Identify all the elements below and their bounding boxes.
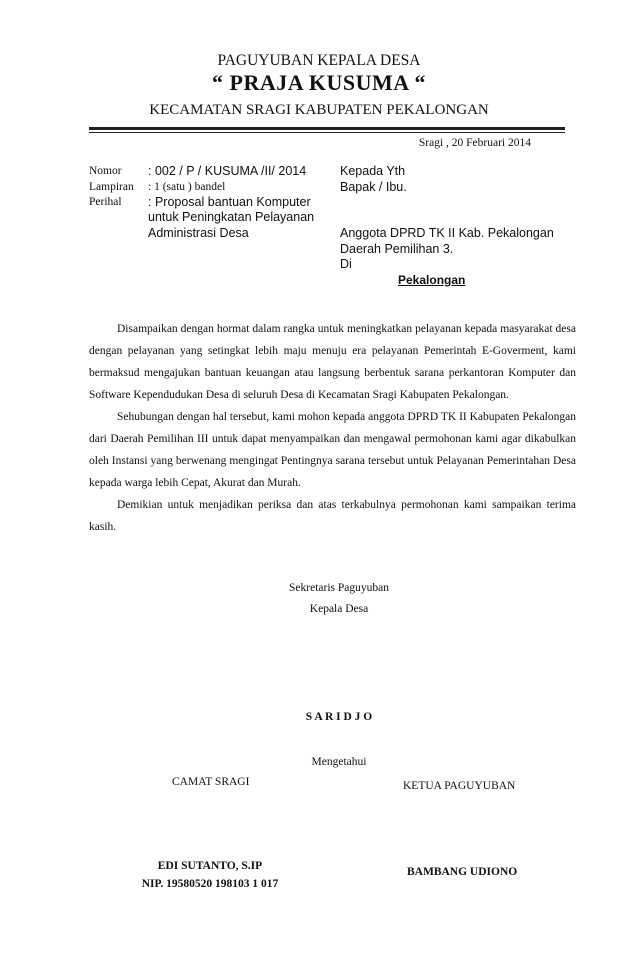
signer-title-2: Kepala Desa [309,603,369,615]
addressee-destination: Pekalongan [398,273,466,287]
addressee-greeting: Kepada Yth [340,164,406,178]
acknowledged-label: Mengetahui [311,756,367,768]
addressee-di: Di [340,257,352,271]
org-location: KECAMATAN SRAGI KABUPATEN PEKALONGAN [149,102,489,118]
header-divider-thin [89,132,565,133]
camat-nip: NIP. 19580520 198103 1 017 [141,878,279,890]
body-paragraph-3: Demikian untuk menjadikan periksa dan atas terkabulnya permohonan kami sampaikan terima kasih. [89,499,576,533]
addressee-institution: Anggota DPRD TK II Kab. Pekalongan [340,226,554,240]
body-paragraph-2: Sehubungan dengan hal tersebut, kami mohon kepada anggota DPRD TK II Kabupaten Pekalongan dari Daerah Pemilihan III untuk dapat menyampaikan dan mengawal permohonan kami agar dikabulkan oleh Instansi yang berwenang mengingat Pentingnya sarana tersebut untuk Pelayanan Pemerintahan Desa kepada warga lebih Cepat, Akurat dan Murah. [89,411,576,489]
camat-name: EDI SUTANTO, S.IP [157,860,263,872]
perihal-line-2: untuk Peningkatan Pelayanan [148,210,315,224]
org-name: “ PRAJA KUSUMA “ [212,70,426,95]
addressee-salutation: Bapak / Ibu. [340,180,407,194]
perihal-line-3: Administrasi Desa [148,226,249,240]
lampiran-value: : 1 (satu ) bandel [148,181,226,193]
nomor-value: : 002 / P / KUSUMA /II/ 2014 [148,164,307,178]
letter-body [89,318,576,538]
nomor-label: Nomor [89,165,122,177]
signer-name: S A R I D J O [305,711,373,723]
org-title: PAGUYUBAN KEPALA DESA [217,52,421,69]
ketua-title: KETUA PAGUYUBAN [403,780,516,792]
camat-title: CAMAT SRAGI [172,776,250,788]
lampiran-label: Lampiran [89,181,134,193]
header-divider-thick [89,127,565,130]
ketua-name: BAMBANG UDIONO [407,866,518,878]
perihal-label: Perihal [89,196,122,208]
perihal-line-1: : Proposal bantuan Komputer [148,195,311,209]
body-paragraph-1: Disampaikan dengan hormat dalam rangka untuk meningkatkan pelayanan kepada masyarakat desa dengan pelayanan yang setingkat lebih maju menuju era pelayanan Pemerintah E-Goverment, kami bermaksud mengajukan bantuan keuangan atau langsung berbentuk sarana perkantoran Komputer dan Software Kependudukan Desa di seluruh Desa di Kecamatan Sragi Kabupaten Pekalongan. [89,323,576,401]
letter-date: Sragi , 20 Februari 2014 [418,137,531,149]
addressee-district: Daerah Pemilihan 3. [340,242,454,256]
signer-title-1: Sekretaris Paguyuban [289,582,389,594]
